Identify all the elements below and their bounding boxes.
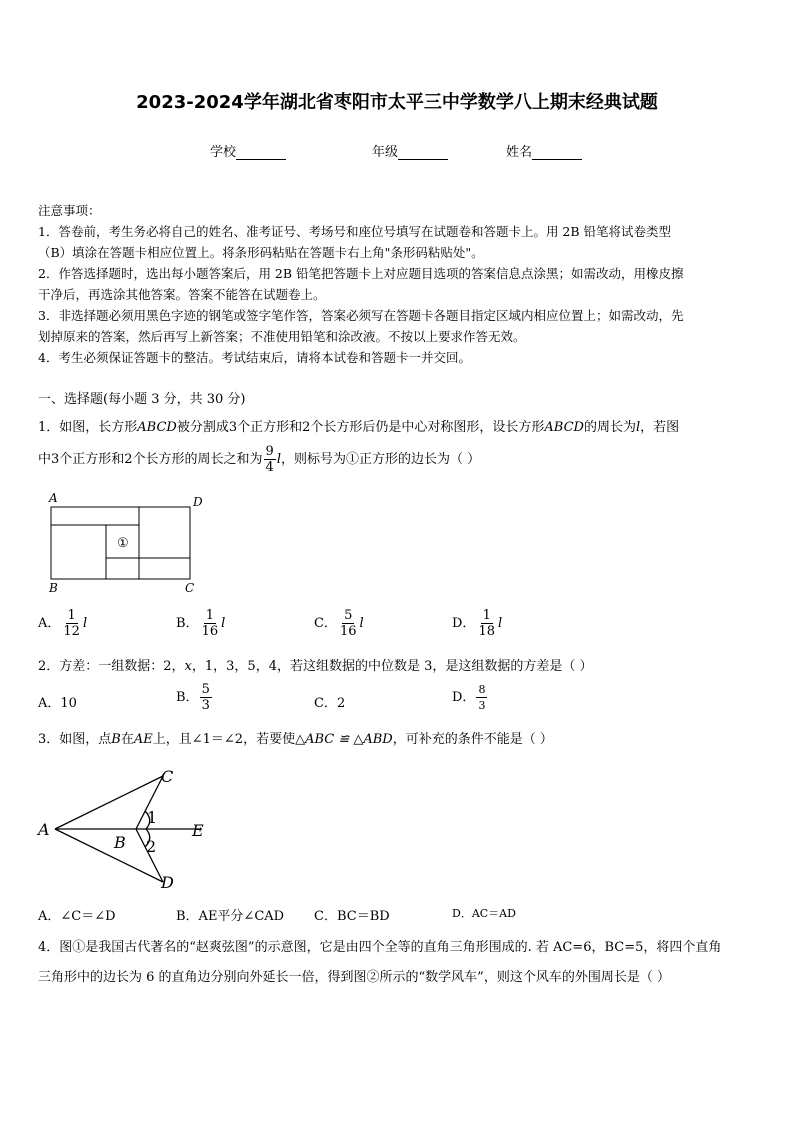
grade-label: 年级 [372,145,399,160]
section-heading: 一、选择题(每小题 3 分，共 30 分) [38,392,246,407]
note-2b: 干净后，再选涂其他答案。答案不能答在试题卷上。 [38,287,326,302]
school-field [210,141,286,160]
q2-option-b[interactable]: B． $\frac{5}{3}$ [176,682,210,713]
q1-fraction: $\frac{9}{4}$ [265,444,274,475]
label-a: A [38,820,50,839]
note-1b: （B）填涂在答题卡相应位置上。将条形码粘贴在答题卡右上角"条形码粘贴处"。 [38,245,484,260]
q3-stem: 3．如图，点B在AE上，且∠1＝∠2，若要使△ABC ≌ △ABD，可补充的条件不能是（ ） [38,732,553,747]
label-mark-1: ① [117,536,129,551]
label-a: A [49,491,58,505]
label-d: D [161,873,174,892]
notes-heading: 注意事项： [38,203,101,218]
label-angle-2: 2 [146,837,157,856]
label-angle-1: 1 [147,808,158,827]
label-c: C [161,767,174,786]
note-4: 4．考生必须保证答题卡的整洁。考试结束后，请将本试卷和答题卡一并交回。 [38,350,471,365]
q4-line2: 三角形中的边长为 6 的直角边分别向外延长一倍，得到图②所示的“数学风车”，则这个风车的外围周长是（ ） [38,970,670,985]
school-label: 学校 [210,145,237,160]
note-3a: 3．非选择题必须用黑色字迹的钢笔或签字笔作答，答案必须写在答题卡各题目指定区域内相应位置上；如需改动，先 [38,308,684,323]
q1-line2: 中3个正方形和2个长方形的周长之和为 $\frac{9}{4}$ l，则标号为①正方形的边长为（ ） [38,444,481,475]
q2-option-d[interactable]: D． $\frac{8}{3}$ [452,683,486,712]
label-b: B [49,581,58,595]
grade-field [372,141,448,160]
name-blank [532,147,582,160]
label-d: D [193,495,203,509]
q2-option-a[interactable]: A．10 [38,696,77,711]
name-field [506,141,582,160]
q3-option-c[interactable]: C．BC＝BD [314,909,390,924]
q1-option-c[interactable]: C． $\frac{5}{16}$ l [314,608,364,639]
label-c: C [185,581,195,595]
q4-line1: 4．图①是我国古代著名的“赵爽弦图”的示意图，它是由四个全等的直角三角形围成的. 若 AC=6，BC=5，将四个直角 [38,940,722,955]
q2-option-c[interactable]: C．2 [314,696,346,711]
q1-figure [40,488,210,598]
q3-option-d[interactable]: D．AC＝AD [452,907,516,920]
label-e: E [192,821,204,840]
grade-blank [398,147,448,160]
q3-figure [36,764,216,896]
q1-line1: 1．如图，长方形ABCD被分割成3个正方形和2个长方形后仍是中心对称图形，设长方形ABCD的周长为l，若图 [38,420,680,435]
school-blank [236,147,286,160]
name-label: 姓名 [506,145,533,160]
page-title: 2023-2024学年湖北省枣阳市太平三中学数学八上期末经典试题 [136,92,658,113]
q3-option-a[interactable]: A．∠C＝∠D [38,909,116,924]
q2-stem: 2．方差：一组数据：2，x，1，3，5，4，若这组数据的中位数是 3，是这组数据的方差是（ ） [38,659,593,674]
q1-option-d[interactable]: D． $\frac{1}{18}$ l [452,608,503,639]
label-b: B [114,833,126,852]
q3-option-b[interactable]: B．AE平分∠CAD [176,909,285,924]
note-1a: 1．答卷前，考生务必将自己的姓名、准考证号、考场号和座位号填写在试题卷和答题卡上。用 2B 铅笔将试卷类型 [38,224,672,239]
note-3b: 划掉原来的答案，然后再写上新答案；不准使用铅笔和涂改液。不按以上要求作答无效。 [38,329,526,344]
q1-option-b[interactable]: B． $\frac{1}{16}$ l [176,608,226,639]
note-2a: 2．作答选择题时，选出每小题答案后，用 2B 铅笔把答题卡上对应题目选项的答案信息点涂黑；如需改动，用橡皮擦 [38,266,684,281]
q1-option-a[interactable]: A． $\frac{1}{12}$ l [38,608,88,639]
